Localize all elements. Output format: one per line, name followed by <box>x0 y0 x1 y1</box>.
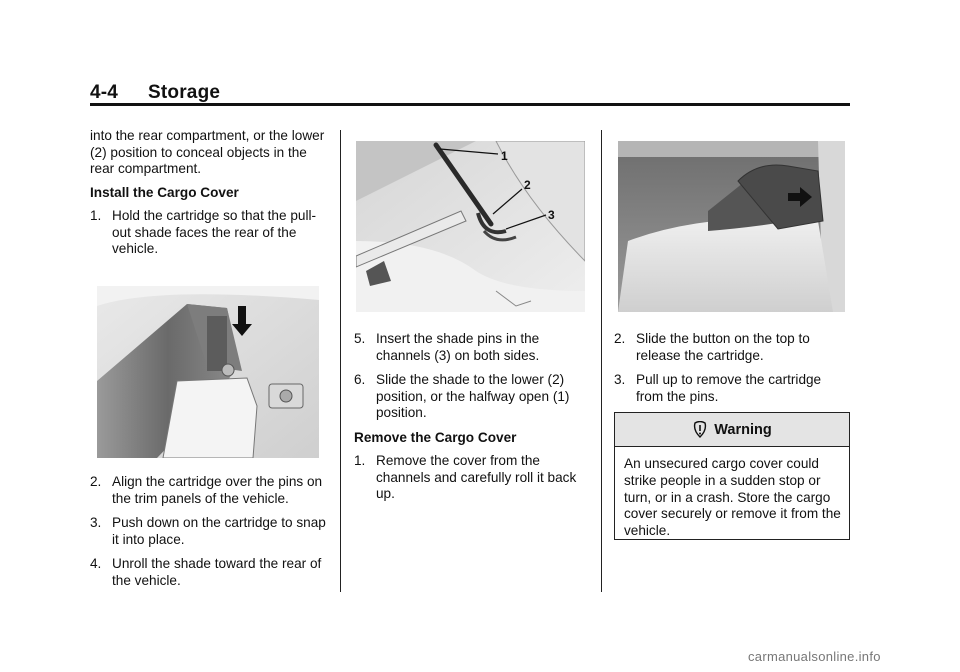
step-number: 5. <box>354 331 366 346</box>
section-number: 4-4 <box>90 82 119 103</box>
step-number: 1. <box>90 208 102 223</box>
step-text: Unroll the shade toward the rear of the vehicle. <box>112 556 322 588</box>
warning-header <box>615 413 849 447</box>
callout-3: 3 <box>548 208 555 222</box>
shade-pins-figure <box>356 141 585 312</box>
step-text: Remove the cover from the channels and carefully roll it back up. <box>376 453 577 501</box>
install-step-1 <box>90 208 326 258</box>
section-title: Storage <box>148 82 221 103</box>
warning-body: An unsecured cargo cover could strike people in a sudden stop or turn, or in a crash. Store the cargo cover securely or remove it from the vehicle. <box>624 456 841 539</box>
step-text: Hold the cartridge so that the pull-out shade faces the rear of the vehicle. <box>112 208 317 256</box>
step-number: 6. <box>354 372 366 387</box>
watermark: carmanualsonline.info <box>748 649 881 664</box>
remove-step-3 <box>614 372 850 405</box>
install-step-4 <box>90 556 326 589</box>
callout-1: 1 <box>501 149 508 163</box>
install-heading: Install the Cargo Cover <box>90 184 239 200</box>
step-text: Slide the button on the top to release the cartridge. <box>636 331 810 363</box>
step-text: Align the cartridge over the pins on the trim panels of the vehicle. <box>112 474 323 506</box>
step-text: Pull up to remove the cartridge from the pins. <box>636 372 822 404</box>
remove-step-2 <box>614 331 850 364</box>
step-number: 3. <box>614 372 626 387</box>
install-step-5 <box>354 331 590 364</box>
warning-title: Warning <box>714 421 772 438</box>
step-text: Slide the shade to the lower (2) position, or the halfway open (1) position. <box>376 372 570 420</box>
step-number: 2. <box>614 331 626 346</box>
remove-heading: Remove the Cargo Cover <box>354 429 517 445</box>
remove-step-1 <box>354 453 590 503</box>
intro-paragraph: into the rear compartment, or the lower (2) position to conceal objects in the rear compartment. <box>90 128 325 176</box>
step-text: Push down on the cartridge to snap it into place. <box>112 515 326 547</box>
column-2 <box>354 331 590 511</box>
cartridge-install-figure <box>97 286 319 458</box>
install-step-6 <box>354 372 590 422</box>
warning-symbol-icon <box>692 421 708 439</box>
column-1-lower <box>90 474 326 597</box>
header-rule <box>90 103 850 106</box>
column-1 <box>90 128 326 266</box>
page-title <box>90 82 850 104</box>
step-number: 4. <box>90 556 102 571</box>
column-3 <box>614 331 850 413</box>
step-number: 1. <box>354 453 366 468</box>
column-divider-1 <box>340 130 341 592</box>
warning-box <box>614 412 850 540</box>
install-step-3 <box>90 515 326 548</box>
step-number: 2. <box>90 474 102 489</box>
callout-2: 2 <box>524 178 531 192</box>
column-divider-2 <box>601 130 602 592</box>
install-step-2 <box>90 474 326 507</box>
page-header <box>90 82 850 104</box>
step-number: 3. <box>90 515 102 530</box>
step-text: Insert the shade pins in the channels (3) on both sides. <box>376 331 540 363</box>
release-button-figure <box>618 141 845 312</box>
